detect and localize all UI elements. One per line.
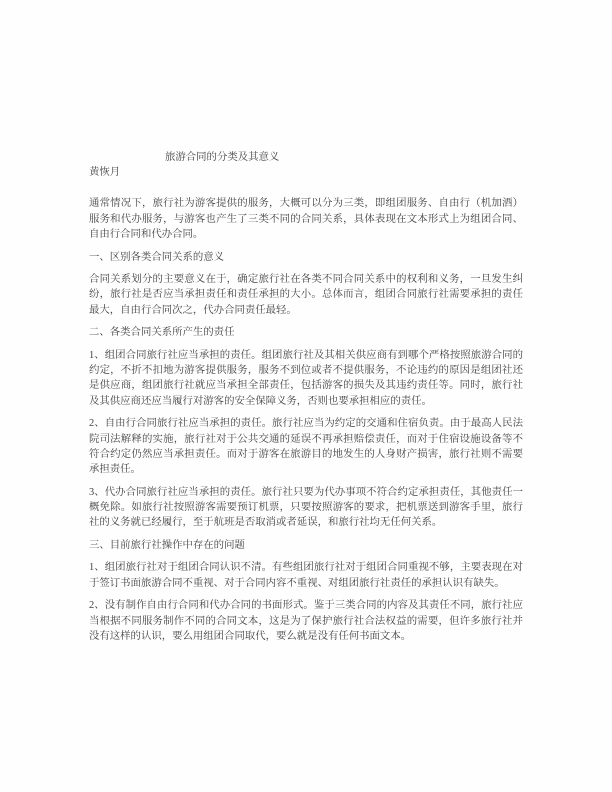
text-line: 合同关系划分的主要意义在于，确定旅行社在各类不同合同关系中的权利和义务，一旦发生纠 — [89, 274, 523, 286]
text-line: 2、没有制作自由行合同和代办合同的书面形式。鉴于三类合同的内容及其责任不同，旅行社应 — [89, 600, 523, 612]
text-line: 及其供应商还应当履行对游客的安全保障义务，否则也要承担相应的责任。 — [89, 395, 432, 407]
text-line: 三、目前旅行社操作中存在的问题 — [89, 539, 245, 551]
text-line: 自由行合同和代办合同。 — [89, 228, 204, 240]
text-line: 当根据不同服务制作不同的合同文本，这是为了保护旅行社合法权益的需要，但许多旅行社并 — [89, 615, 523, 627]
doc-author-text: 黄恢月 — [89, 167, 121, 179]
text-line: 二、各类合同关系所产生的责任 — [89, 327, 235, 339]
section-2-item-1 — [89, 348, 523, 409]
intro-paragraph — [89, 196, 523, 242]
section-3-heading — [89, 538, 523, 553]
section-2-item-3 — [89, 485, 523, 531]
text-line: 服务和代办服务，与游客也产生了三类不同的合同关系，具体表现在文本形式上为组团合同、 — [89, 213, 523, 225]
text-line: 1、组团旅行社对于组团合同认识不清。有些组团旅行社对于组团合同重视不够，主要表现在对 — [89, 562, 523, 574]
section-3-item-2 — [89, 598, 523, 644]
doc-title — [89, 150, 523, 165]
text-line: 社的义务就已经履行，至于航班是否取消或者延误，和旅行社均无任何关系。 — [89, 517, 443, 529]
text-line: 3、代办合同旅行社应当承担的责任。旅行社只要为代办事项不符合约定承担责任，其他责任一 — [89, 486, 523, 498]
text-line: 于签订书面旅游合同不重视、对于合同内容不重视、对组团旅行社责任的承担认识有缺失。 — [89, 577, 505, 589]
text-line: 纷，旅行社是否应当承担责任和责任承担的大小。总体而言，组团合同旅行社需要承担的责任 — [89, 289, 523, 301]
section-1-heading — [89, 250, 523, 265]
text-line: 1、组团合同旅行社应当承担的责任。组团旅行社及其相关供应商有到哪个严格按照旅游合同的 — [89, 350, 523, 362]
doc-title-text: 旅游合同的分类及其意义 — [165, 152, 280, 163]
doc-author — [89, 165, 523, 180]
section-3-item-1 — [89, 560, 523, 590]
text-line: 一、区别各类合同关系的意义 — [89, 251, 225, 263]
text-line: 承担责任。 — [89, 463, 141, 475]
text-line: 最大，自由行合同次之，代办合同责任最轻。 — [89, 304, 297, 316]
text-line: 2、自由行合同旅行社应当承担的责任。旅行社应当为约定的交通和住宿负责。由于最高人民法 — [89, 418, 523, 430]
text-line: 通常情况下，旅行社为游客提供的服务，大概可以分为三类，即组团服务、自由行（机加酒） — [89, 198, 523, 210]
text-line: 约定，不折不扣地为游客提供服务，服务不到位或者不提供服务，不论违约的原因是组团社还 — [89, 365, 523, 377]
section-2-item-2 — [89, 416, 523, 477]
text-line: 是供应商，组团旅行社就应当承担全部责任，包括游客的损失及其违约责任等。同时，旅行社 — [89, 380, 523, 392]
text-line: 没有这样的认识，要么用组团合同取代，要么就是没有任何书面文本。 — [89, 630, 412, 642]
text-line: 院司法解释的实施，旅行社对于公共交通的延误不再承担赔偿责任，而对于住宿设施设备等不 — [89, 433, 523, 445]
text-line: 符合约定仍然应当承担责任。而对于游客在旅游目的地发生的人身财产损害，旅行社则不需要 — [89, 448, 523, 460]
section-1-paragraph — [89, 272, 523, 318]
section-2-heading — [89, 325, 523, 340]
text-line: 概免除。如旅行社按照游客需要预订机票，只要按照游客的要求，把机票送到游客手里，旅行 — [89, 501, 523, 513]
